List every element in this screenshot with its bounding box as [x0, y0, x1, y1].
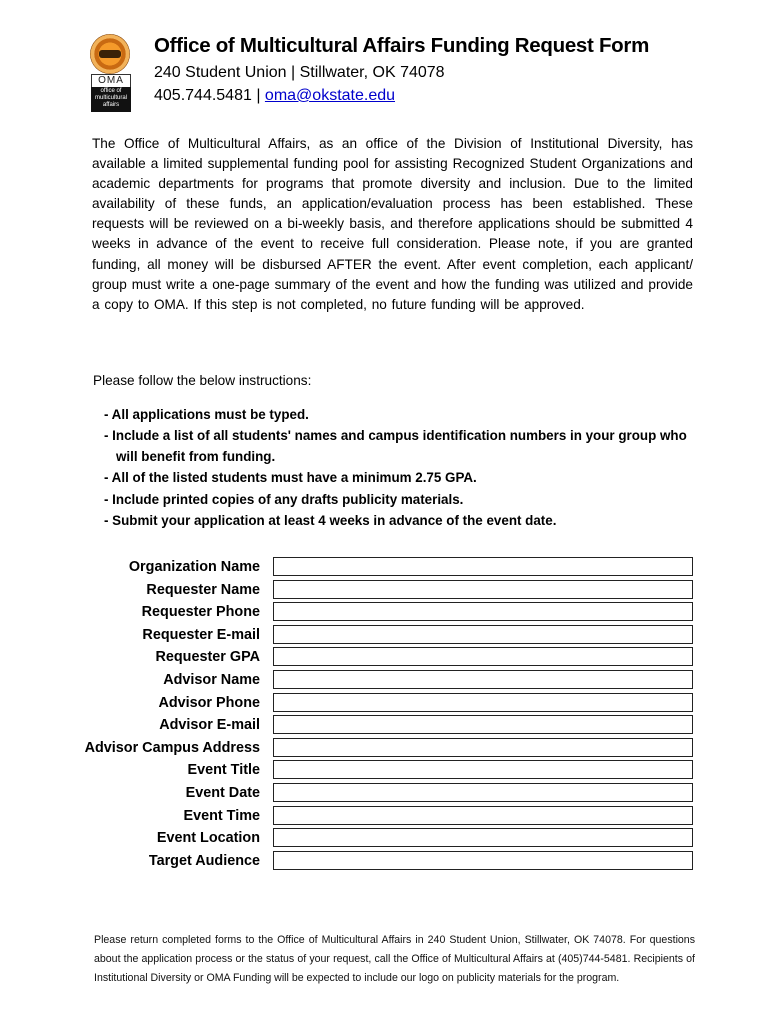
form-row-event-date — [40, 783, 700, 805]
form-row-advisor-email — [40, 715, 700, 737]
field-label: Event Date — [185, 785, 260, 801]
event-time-field[interactable] — [273, 806, 693, 825]
instruction-item: - Submit your application at least 4 weeks in advance of the event date. — [104, 513, 557, 529]
field-label: Requester Name — [146, 581, 260, 598]
requester-phone-field[interactable] — [273, 602, 693, 621]
form-row-organization-name — [40, 557, 700, 579]
field-label: Requester E-mail — [142, 626, 260, 643]
form-row-event-title — [40, 760, 700, 782]
page-title: Office of Multicultural Affairs Funding Request Form — [154, 34, 650, 57]
field-label: Event Title — [187, 762, 260, 779]
requester-gpa-field[interactable] — [273, 647, 693, 666]
email-link[interactable]: oma@okstate.edu — [264, 87, 396, 104]
logo-subtext: office of multicultural affairs — [91, 87, 131, 112]
form-row-event-location — [40, 828, 700, 850]
form-row-advisor-name — [40, 670, 700, 692]
field-label: Requester Phone — [141, 604, 260, 621]
field-label: Advisor E-mail — [159, 717, 260, 734]
field-label: Event Location — [156, 830, 260, 847]
field-label: Target Audience — [148, 852, 260, 869]
event-title-field[interactable] — [273, 760, 693, 779]
intro-paragraph: The Office of Multicultural Affairs, as an office of the Division of Institutional Diversity, has available a limited supplemental funding pool for assisting Recognized Student Organizations and academic departments for programs that promote diversity and inclusion. Due to the limited availability of these funds, an application/evaluation process has been established. These requests will be reviewed on a bi-weekly basis, and therefore applications should be submitted 4 weeks in advance of the event to receive full consideration. Please note, if you are granted funding, all money will be disbursed AFTER the event. After event completion, each applicant/ group must write a one-page summary of the event and how the funding was utilized and provide a copy to OMA. If this step is not completed, no future funding will be approved. — [92, 136, 693, 312]
logo-oma-text: OMA — [91, 74, 131, 88]
osu-seal-icon — [90, 34, 130, 74]
event-location-field[interactable] — [273, 828, 693, 847]
field-label: Advisor Name — [163, 672, 260, 688]
form-row-event-time — [40, 806, 700, 828]
form-row-advisor-campus-address — [40, 738, 700, 760]
footer-note: Please return completed forms to the Office of Multicultural Affairs in 240 Student Union, Stillwater, OK 74078. For questions about the application process or the status of your request, call the Office of Multicultural Affairs at (405)744-5481. Recipients of Institutional Diversity or OMA Funding will be expected to include our logo on publicity materials for the program. — [94, 934, 695, 984]
field-label: Requester GPA — [155, 649, 260, 666]
instruction-item: - Include a list of all students' names and campus identification numbers in your group who will benefit from funding. — [104, 428, 687, 464]
office-address: 240 Student Union | Stillwater, OK 74078 — [154, 64, 445, 81]
form-row-target-audience — [40, 851, 700, 873]
form-row-requester-gpa — [40, 647, 700, 669]
advisor-name-field[interactable] — [273, 670, 693, 689]
field-label: Event Time — [183, 807, 260, 824]
field-label: Advisor Campus Address — [84, 739, 260, 756]
form-row-requester-name — [40, 580, 700, 602]
oma-logo — [88, 34, 134, 112]
instruction-item: - All applications must be typed. — [104, 407, 309, 422]
form-row-advisor-phone — [40, 693, 700, 715]
advisor-campus-address-field[interactable] — [273, 738, 693, 757]
organization-name-field[interactable] — [273, 557, 693, 576]
field-label: Advisor Phone — [158, 694, 260, 711]
field-label: Organization Name — [128, 559, 260, 575]
requester-name-field[interactable] — [273, 580, 693, 599]
office-contact — [154, 87, 395, 105]
advisor-phone-field[interactable] — [273, 693, 693, 712]
form-row-requester-email — [40, 625, 700, 647]
instruction-item: - Include printed copies of any drafts publicity materials. — [104, 491, 464, 507]
instructions-heading: Please follow the below instructions: — [93, 373, 312, 388]
event-date-field[interactable] — [273, 783, 693, 802]
instruction-item: - All of the listed students must have a minimum 2.75 GPA. — [104, 470, 477, 486]
advisor-email-field[interactable] — [273, 715, 693, 734]
instructions-list — [104, 405, 704, 532]
target-audience-field[interactable] — [273, 851, 693, 870]
requester-email-field[interactable] — [273, 625, 693, 644]
form-row-requester-phone — [40, 602, 700, 624]
office-phone: 405.744.5481 | — [154, 87, 265, 104]
